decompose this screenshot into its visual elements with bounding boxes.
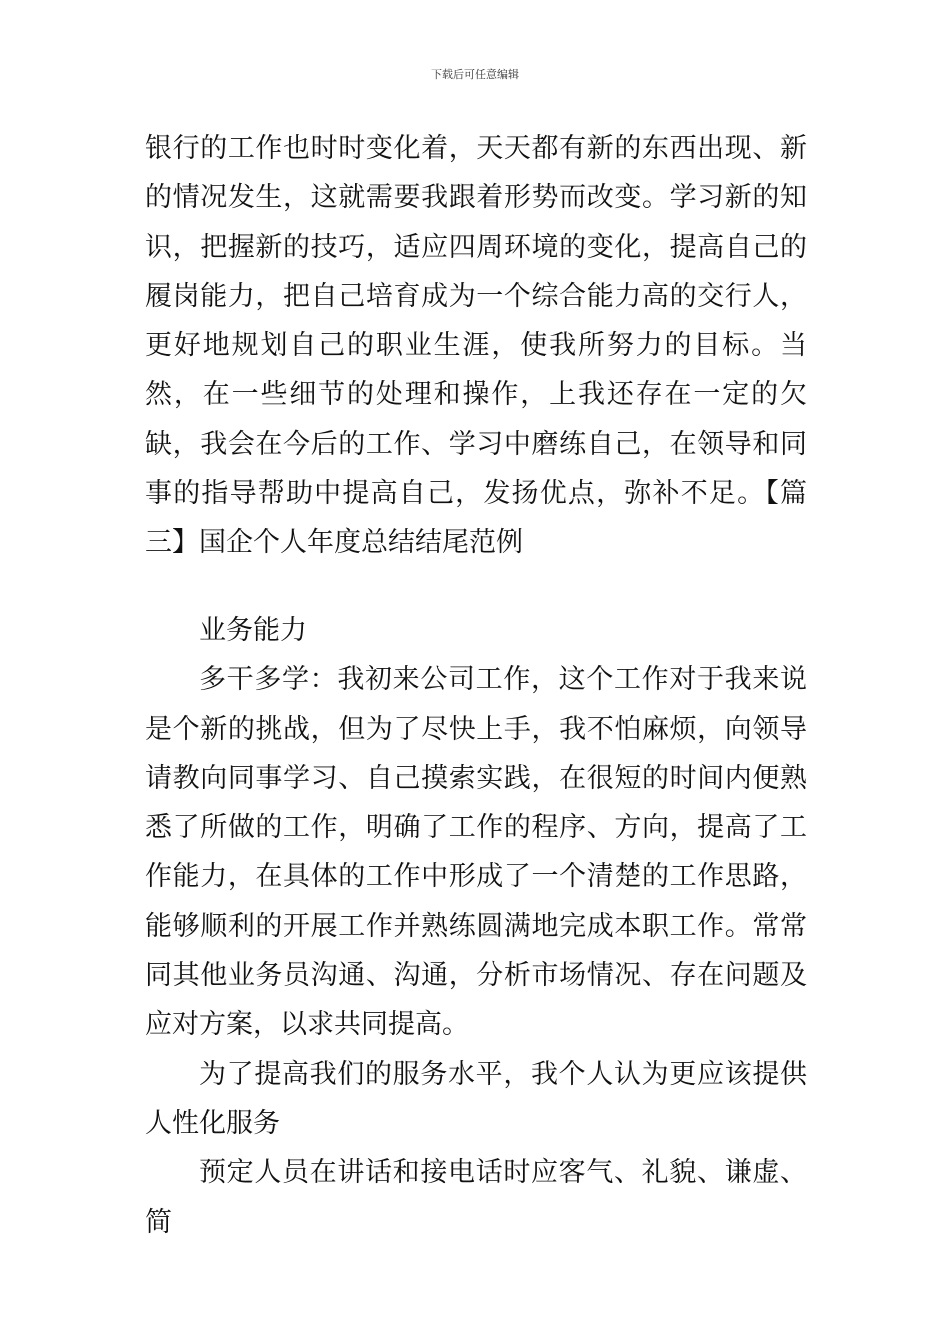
section-heading: 业务能力 xyxy=(199,615,307,646)
page-header: 下载后可任意编辑 xyxy=(431,68,519,81)
document-body-bottom xyxy=(145,606,807,1247)
document-body-top xyxy=(145,124,807,568)
paragraph: 为了提高我们的服务水平，我个人认为更应该提供人性化服务 xyxy=(145,1058,807,1139)
paragraph: 银行的工作也时时变化着，天天都有新的东西出现、新的情况发生，这就需要我跟着形势而改变。学习新的知识，把握新的技巧，适应四周环境的变化，提高自己的履岗能力，把自己培育成为一个综合能力高的交行人，更好地规划自己的职业生涯，使我所努力的目标。当然，在一些细节的处理和操作，上我还存在一定的欠缺，我会在今后的工作、学习中磨练自己，在领导和同事的指导帮助中提高自己，发扬优点，弥补不足。【篇三】国企个人年度总结结尾范例 xyxy=(145,133,807,559)
paragraph: 多干多学：我初来公司工作，这个工作对于我来说是个新的挑战，但为了尽快上手，我不怕麻烦，向领导请教向同事学习、自己摸索实践，在很短的时间内便熟悉了所做的工作，明确了工作的程序、方向，提高了工作能力，在具体的工作中形成了一个清楚的工作思路，能够顺利的开展工作并熟练圆满地完成本职工作。常常同其他业务员沟通、沟通，分析市场情况、存在问题及应对方案，以求共同提高。 xyxy=(145,664,807,1041)
paragraph: 预定人员在讲话和接电话时应客气、礼貌、谦虚、简 xyxy=(145,1157,807,1238)
